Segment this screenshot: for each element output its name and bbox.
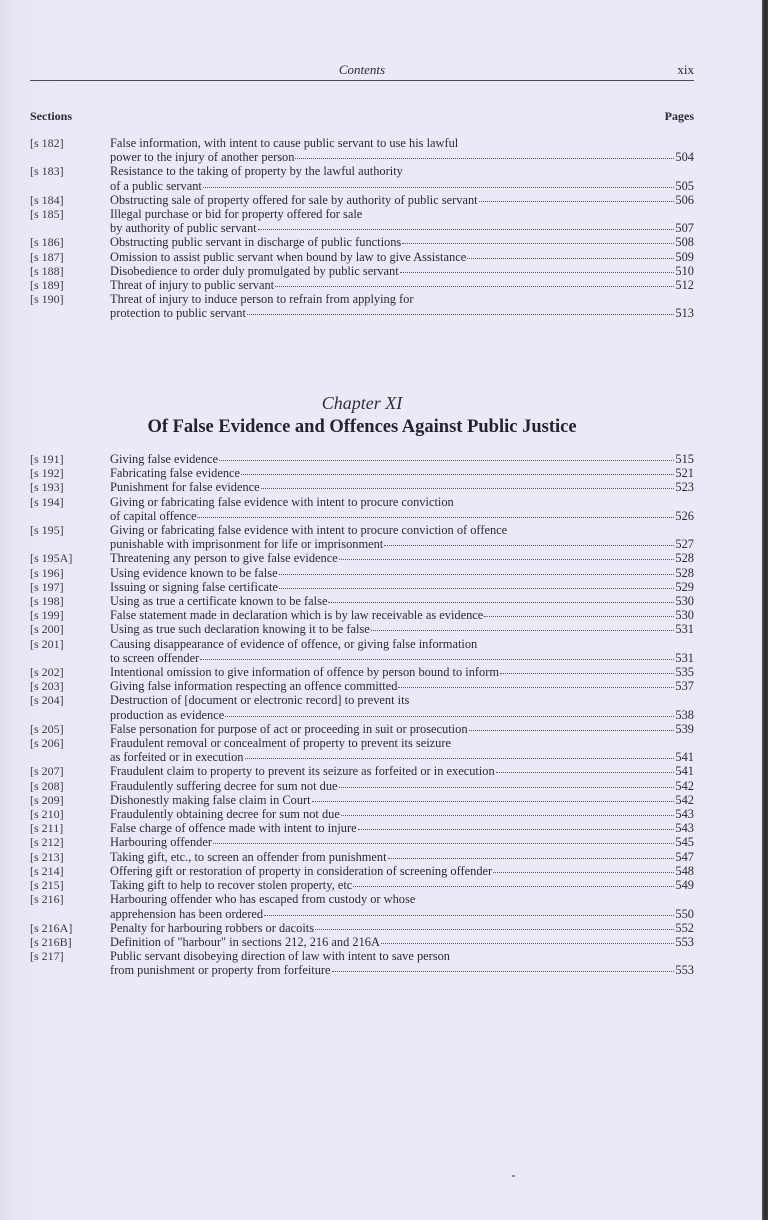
entry-body (110, 935, 694, 949)
toc-entry (30, 608, 694, 622)
page-number: 528 (675, 565, 694, 580)
entry-body (110, 207, 694, 235)
entry-final-line (110, 221, 694, 235)
toc-entry (30, 193, 694, 207)
entry-title-line: Punishment for false evidence (110, 480, 260, 495)
entry-title-line: Harbouring offender who has escaped from custody or whose (110, 892, 416, 907)
section-number: [s 182] (30, 136, 64, 150)
entry-body (110, 452, 694, 466)
entry-title-line: Giving or fabricating false evidence with intent to procure conviction (110, 494, 454, 509)
dot-leader (279, 588, 674, 589)
entry-title-line: Definition of "harbour" in sections 212, 216 and 216A (110, 934, 380, 949)
toc-entry (30, 622, 694, 636)
page-folio: xix (677, 62, 694, 77)
entry-title-line: Harbouring offender (110, 835, 212, 850)
section-number: [s 189] (30, 278, 64, 293)
entry-final-line (110, 921, 694, 935)
toc-entry (30, 292, 694, 320)
entry-body (110, 292, 694, 320)
entry-title-line: Threat of injury to induce person to refrain from applying for (110, 292, 414, 307)
entry-final-line (110, 878, 694, 892)
entry-final-line (110, 935, 694, 949)
chapter-heading (30, 392, 694, 439)
dot-leader (258, 229, 675, 230)
column-headings (30, 109, 694, 125)
running-head-title: Contents (338, 62, 386, 77)
page-number: 549 (675, 878, 694, 893)
entry-final-line (110, 264, 694, 278)
dot-leader (219, 460, 674, 461)
page-edge-shadow (762, 0, 768, 1220)
entry-body (110, 665, 694, 679)
entry-body (110, 835, 694, 849)
toc-entry (30, 878, 694, 892)
page-number: 521 (675, 466, 694, 481)
section-number: [s 206] (30, 736, 64, 751)
section-number: [s 207] (30, 764, 64, 779)
dot-leader (353, 886, 674, 887)
toc-entry (30, 250, 694, 264)
toc-entry (30, 235, 694, 249)
entry-body (110, 580, 694, 594)
entry-title-line: False personation for purpose of act or proceeding in suit or prosecution (110, 721, 468, 736)
entry-title-line: Resistance to the taking of property by the lawful authority (110, 164, 403, 179)
page-number: 515 (675, 452, 694, 466)
entry-body (110, 480, 694, 494)
section-number: [s 198] (30, 594, 64, 609)
entry-title-line: Using evidence known to be false (110, 565, 278, 580)
entry-final-line (110, 963, 694, 977)
dot-leader (469, 730, 675, 731)
dot-leader (264, 915, 674, 916)
entry-body (110, 264, 694, 278)
section-number: [s 208] (30, 778, 64, 793)
page-number: 541 (675, 764, 694, 779)
entry-body (110, 722, 694, 736)
toc-entry (30, 821, 694, 835)
dot-leader (197, 517, 674, 518)
chapter-number: Chapter XI (321, 393, 403, 413)
toc-entry (30, 551, 694, 565)
section-number: [s 201] (30, 636, 64, 651)
section-number: [s 195A] (30, 551, 73, 566)
dot-leader (388, 858, 675, 859)
entry-title-line: Taking gift, etc., to screen an offender from punishment (110, 849, 387, 864)
section-number: [s 205] (30, 721, 64, 736)
section-number: [s 214] (30, 863, 64, 878)
toc-entry (30, 864, 694, 878)
toc-entry (30, 278, 694, 292)
dot-leader (225, 716, 674, 717)
entry-final-line (110, 608, 694, 622)
section-number: [s 185] (30, 207, 64, 222)
section-number: [s 216A] (30, 920, 73, 935)
entry-final-line (110, 566, 694, 580)
section-number: [s 203] (30, 679, 64, 694)
entry-title-line: punishable with imprisonment for life or imprisonment (110, 537, 384, 552)
toc-entry (30, 637, 694, 665)
entry-title-line: production as evidence (110, 707, 225, 722)
section-number: [s 193] (30, 480, 64, 495)
dot-leader (241, 474, 674, 475)
toc-entry (30, 892, 694, 920)
entry-final-line (110, 580, 694, 594)
page-number: 529 (675, 579, 694, 594)
toc-entry (30, 779, 694, 793)
entry-final-line (110, 722, 694, 736)
entry-final-line (110, 306, 694, 320)
toc-entry (30, 466, 694, 480)
entry-final-line (110, 850, 694, 864)
dot-leader (371, 630, 675, 631)
entry-final-line (110, 864, 694, 878)
dot-leader (496, 772, 675, 773)
toc-entry (30, 835, 694, 849)
entry-title-line: Fraudulent removal or concealment of property to prevent its seizure (110, 736, 451, 751)
entry-final-line (110, 551, 694, 565)
dot-leader (341, 815, 675, 816)
entry-final-line (110, 651, 694, 665)
section-number: [s 187] (30, 249, 64, 264)
toc-list-chapter-x-tail (30, 136, 694, 321)
entry-final-line (110, 835, 694, 849)
toc-entry (30, 580, 694, 594)
toc-entry (30, 495, 694, 523)
section-number: [s 216] (30, 892, 64, 907)
entry-final-line (110, 466, 694, 480)
entry-title-line: Causing disappearance of evidence of offence, or giving false information (110, 636, 478, 651)
toc-entry (30, 793, 694, 807)
page-number: 508 (675, 235, 694, 250)
entry-body (110, 608, 694, 622)
page-number: 543 (675, 821, 694, 836)
page-number: 531 (675, 622, 694, 637)
section-number: [s 195] (30, 523, 64, 538)
entry-title-line: Fraudulently obtaining decree for sum not due (110, 807, 340, 822)
page-number: 527 (675, 537, 694, 552)
entry-body (110, 793, 694, 807)
toc-entry (30, 136, 694, 164)
page-number: 538 (675, 707, 694, 722)
entry-body (110, 779, 694, 793)
section-number: [s 197] (30, 579, 64, 594)
entry-final-line (110, 193, 694, 207)
page-number: 504 (675, 150, 694, 165)
entry-final-line (110, 622, 694, 636)
toc-entry (30, 523, 694, 551)
entry-body (110, 164, 694, 192)
dot-leader (381, 943, 674, 944)
entry-title-line: Fraudulent claim to property to prevent its seizure as forfeited or in execution (110, 764, 495, 779)
entry-body (110, 622, 694, 636)
entry-title-line: Obstructing sale of property offered for sale by authority of public servant (110, 192, 478, 207)
sections-heading: Sections (30, 109, 72, 123)
entry-body (110, 136, 694, 164)
page-number: 543 (675, 807, 694, 822)
page-number: 550 (675, 906, 694, 921)
page-number: 545 (675, 835, 694, 850)
dot-leader (295, 158, 674, 159)
entry-final-line (110, 480, 694, 494)
header-rule (30, 80, 694, 81)
entry-body (110, 807, 694, 821)
toc-entry (30, 921, 694, 935)
entry-body (110, 736, 694, 764)
page-number: 513 (675, 306, 694, 321)
entry-final-line (110, 278, 694, 292)
entry-title-line: Penalty for harbouring robbers or dacoits (110, 920, 315, 935)
dot-leader (245, 758, 675, 759)
dot-leader (275, 286, 674, 287)
entry-title-line: Issuing or signing false certificate (110, 579, 278, 594)
dot-leader (213, 843, 674, 844)
page-number: 512 (675, 278, 694, 293)
toc-entry (30, 935, 694, 949)
page-number: 505 (675, 178, 694, 193)
dot-leader (312, 801, 675, 802)
dot-leader (247, 314, 674, 315)
entry-title-line: Offering gift or restoration of property in consideration of screening offender (110, 863, 493, 878)
entry-body (110, 878, 694, 892)
entry-final-line (110, 764, 694, 778)
entry-title-line: of a public servant (110, 178, 202, 193)
dot-leader (398, 687, 674, 688)
dot-leader (279, 574, 675, 575)
section-number: [s 202] (30, 665, 64, 680)
toc-entry (30, 207, 694, 235)
section-number: [s 192] (30, 466, 64, 481)
page-number: 542 (675, 792, 694, 807)
dot-leader (384, 545, 674, 546)
toc-entry (30, 566, 694, 580)
entry-body (110, 679, 694, 693)
entry-title-line: as forfeited or in execution (110, 750, 244, 765)
entry-body (110, 235, 694, 249)
section-number: [s 188] (30, 263, 64, 278)
entry-title-line: Using as true such declaration knowing it to be false (110, 622, 370, 637)
entry-title-line: Taking gift to help to recover stolen property, etc (110, 878, 353, 893)
section-number: [s 183] (30, 164, 64, 179)
page-number: 541 (675, 750, 694, 765)
section-number: [s 213] (30, 849, 64, 864)
entry-title-line: Intentional omission to give information of offence by person bound to inform (110, 665, 499, 680)
section-number: [s 216B] (30, 934, 72, 949)
toc-entry (30, 452, 694, 466)
dot-leader (203, 187, 675, 188)
section-number: [s 212] (30, 835, 64, 850)
toc-entry (30, 594, 694, 608)
entry-title-line: False information, with intent to cause public servant to use his lawful (110, 136, 459, 150)
dot-leader (467, 258, 674, 259)
entry-final-line (110, 779, 694, 793)
entry-body (110, 193, 694, 207)
entry-title-line: Disobedience to order duly promulgated by public servant (110, 263, 399, 278)
entry-body (110, 850, 694, 864)
entry-title-line: Dishonestly making false claim in Court (110, 792, 311, 807)
page-number: 531 (675, 650, 694, 665)
dot-leader (484, 616, 674, 617)
page-number: 506 (675, 192, 694, 207)
page-number: 547 (675, 849, 694, 864)
entry-title-line: False charge of offence made with intent to injure (110, 821, 357, 836)
running-head (30, 62, 694, 80)
section-number: [s 210] (30, 807, 64, 822)
section-number: [s 209] (30, 792, 64, 807)
page-number: 523 (675, 480, 694, 495)
page-number: 539 (675, 721, 694, 736)
dot-leader (332, 971, 675, 972)
toc-entry (30, 693, 694, 721)
entry-title-line: of capital offence (110, 508, 197, 523)
entry-body (110, 551, 694, 565)
toc-entry (30, 722, 694, 736)
toc-list-chapter-xi (30, 452, 694, 978)
toc-entry (30, 949, 694, 977)
page-number: 528 (675, 551, 694, 566)
entry-body (110, 864, 694, 878)
dot-leader (315, 929, 674, 930)
entry-final-line (110, 452, 694, 466)
page-number: 530 (675, 608, 694, 623)
entry-final-line (110, 250, 694, 264)
toc-entry (30, 480, 694, 494)
entry-final-line (110, 907, 694, 921)
entry-body (110, 250, 694, 264)
page-number: 552 (675, 920, 694, 935)
entry-title-line: Destruction of [document or electronic record] to prevent its (110, 693, 410, 708)
section-number: [s 211] (30, 821, 64, 836)
page-number: 553 (675, 963, 694, 978)
entry-final-line (110, 665, 694, 679)
entry-final-line (110, 537, 694, 551)
page-number: 509 (675, 249, 694, 264)
page-number: 535 (675, 665, 694, 680)
pages-heading: Pages (664, 109, 694, 123)
entry-title-line: Using as true a certificate known to be false (110, 594, 328, 609)
toc-entry (30, 807, 694, 821)
entry-title-line: Illegal purchase or bid for property offered for sale (110, 207, 363, 222)
section-number: [s 194] (30, 494, 64, 509)
entry-body (110, 566, 694, 580)
entry-title-line: by authority of public servant (110, 221, 257, 236)
entry-final-line (110, 679, 694, 693)
entry-title-line: protection to public servant (110, 306, 246, 321)
entry-final-line (110, 750, 694, 764)
entry-body (110, 495, 694, 523)
entry-title-line: apprehension has been ordered (110, 906, 264, 921)
section-number: [s 217] (30, 949, 64, 964)
dot-leader (358, 829, 675, 830)
entry-final-line (110, 509, 694, 523)
page-number: 507 (675, 221, 694, 236)
toc-entry (30, 164, 694, 192)
section-number: [s 196] (30, 565, 64, 580)
entry-body (110, 921, 694, 935)
entry-title-line: Fabricating false evidence (110, 466, 241, 481)
toc-entry (30, 264, 694, 278)
entry-title-line: Giving or fabricating false evidence with intent to procure conviction of offence (110, 523, 508, 538)
entry-body (110, 693, 694, 721)
dot-leader (339, 787, 675, 788)
entry-final-line (110, 708, 694, 722)
entry-title-line: Threatening any person to give false evidence (110, 551, 338, 566)
dot-leader (500, 673, 674, 674)
toc-entry (30, 764, 694, 778)
entry-title-line: Fraudulently suffering decree for sum not due (110, 778, 338, 793)
dot-leader (200, 659, 674, 660)
section-number: [s 190] (30, 292, 64, 307)
entry-body (110, 637, 694, 665)
section-number: [s 200] (30, 622, 64, 637)
dot-leader (493, 872, 674, 873)
section-number: [s 184] (30, 192, 64, 207)
dot-leader (339, 559, 675, 560)
toc-entry (30, 736, 694, 764)
page-number: 548 (675, 863, 694, 878)
entry-title-line: Giving false information respecting an offence committed (110, 679, 398, 694)
dot-leader (328, 602, 674, 603)
entry-title-line: Threat of injury to public servant (110, 278, 275, 293)
section-number: [s 215] (30, 878, 64, 893)
entry-title-line: Omission to assist public servant when bound by law to give Assistance (110, 249, 467, 264)
section-number: [s 199] (30, 608, 64, 623)
page-number: 553 (675, 934, 694, 949)
entry-body (110, 821, 694, 835)
entry-body (110, 594, 694, 608)
entry-title-line: to screen offender (110, 650, 200, 665)
page-number: 542 (675, 778, 694, 793)
section-number: [s 186] (30, 235, 64, 250)
entry-title-line: Public servant disobeying direction of law with intent to save person (110, 949, 450, 964)
page-number: 526 (675, 508, 694, 523)
toc-entry (30, 850, 694, 864)
dot-leader (402, 243, 674, 244)
section-number: [s 191] (30, 452, 64, 466)
entry-title-line: Obstructing public servant in discharge of public functions (110, 235, 402, 250)
entry-title-line: from punishment or property from forfeiture (110, 963, 331, 978)
entry-final-line (110, 179, 694, 193)
entry-body (110, 278, 694, 292)
entry-final-line (110, 594, 694, 608)
entry-body (110, 466, 694, 480)
entry-final-line (110, 793, 694, 807)
page-number: 510 (675, 263, 694, 278)
entry-body (110, 949, 694, 977)
entry-body (110, 764, 694, 778)
page-number: 537 (675, 679, 694, 694)
entry-final-line (110, 821, 694, 835)
chapter-title: Of False Evidence and Offences Against Public Justice (147, 417, 577, 437)
entry-final-line (110, 150, 694, 164)
entry-body (110, 892, 694, 920)
toc-entry (30, 665, 694, 679)
entry-title-line: False statement made in declaration which is by law receivable as evidence (110, 608, 484, 623)
entry-final-line (110, 235, 694, 249)
print-speck (512, 1175, 515, 1177)
dot-leader (479, 201, 675, 202)
dot-leader (261, 488, 675, 489)
entry-body (110, 523, 694, 551)
entry-title-line: Giving false evidence (110, 452, 219, 466)
entry-final-line (110, 807, 694, 821)
entry-title-line: power to the injury of another person (110, 150, 295, 165)
page-number: 530 (675, 594, 694, 609)
section-number: [s 204] (30, 693, 64, 708)
dot-leader (400, 272, 675, 273)
toc-entry (30, 679, 694, 693)
